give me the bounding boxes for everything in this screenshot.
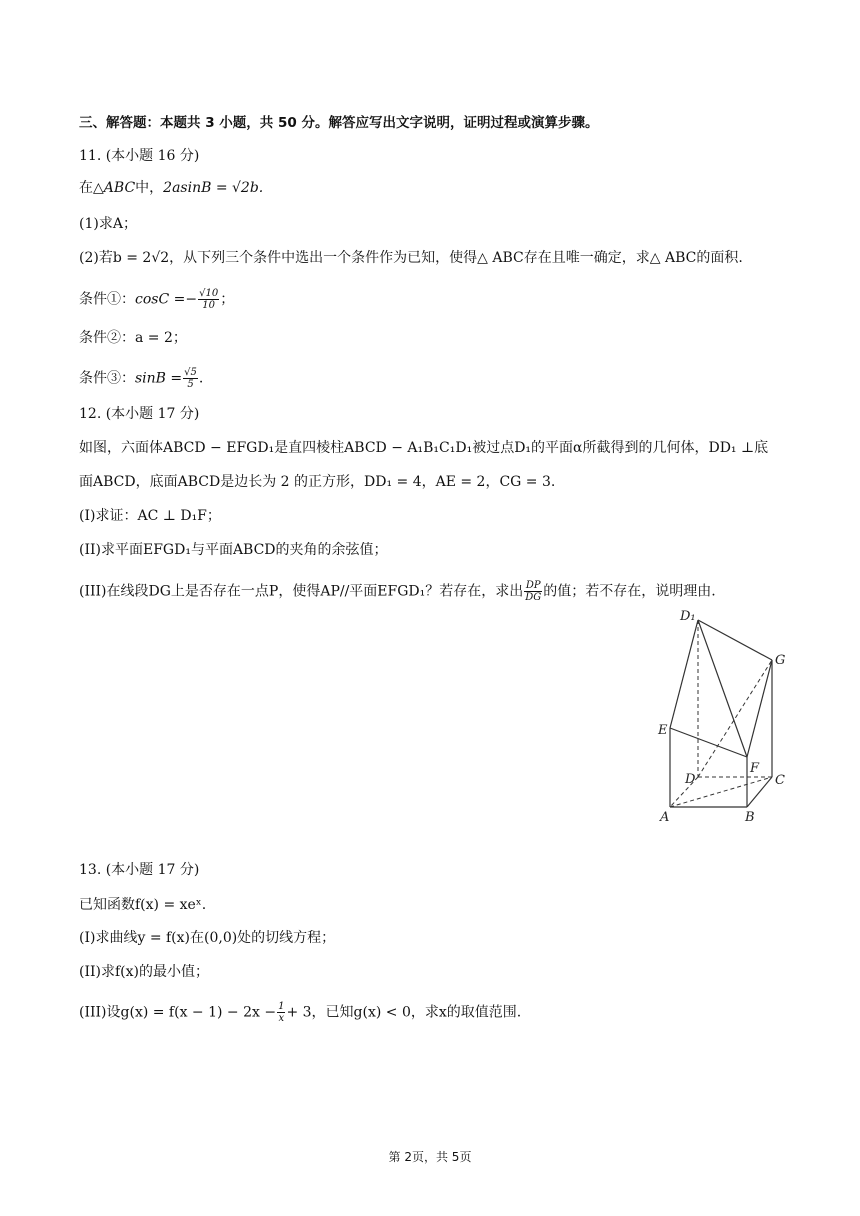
label-d: D bbox=[685, 772, 696, 787]
prism-figure bbox=[650, 604, 800, 828]
edge-e-f bbox=[670, 728, 747, 757]
q13-part1: (I)求曲线y = f(x)在(0,0)处的切线方程； bbox=[79, 930, 336, 946]
q12-part1: (I)求证：AC ⊥ D₁F； bbox=[79, 508, 221, 524]
q12-part3: (III)在线段DG上是否存在一点P，使得AP//平面EFGD₁？若存在，求出 $\frac{DP}{DG}$ 的值；若不存在，说明理由. bbox=[79, 580, 716, 603]
q11-condition-2: 条件②：a = 2； bbox=[79, 330, 187, 346]
section-heading: 三、解答题：本题共 3 小题，共 50 分。解答应写出文字说明，证明过程或演算步骤。 bbox=[79, 115, 599, 131]
q11-condition-3: 条件③：sinB = $\frac{√5}{5}$ . bbox=[79, 367, 204, 390]
q11-number: 11. (本小题 16 分) bbox=[79, 148, 200, 164]
page-footer: 第 2页，共 5页 bbox=[388, 1150, 472, 1164]
edge-d1-f bbox=[698, 620, 747, 757]
edge-d-g-hidden bbox=[698, 660, 772, 777]
q13-part3: (III)设g(x) = f(x − 1) − 2x − $\frac{1}{x}$ + 3，已知g(x) < 0，求x的取值范围. bbox=[79, 1001, 522, 1024]
label-b: B bbox=[745, 810, 755, 825]
edge-g-f bbox=[747, 660, 772, 757]
q13-one-over-x-fraction: $\frac{1}{x}$ bbox=[278, 1001, 285, 1024]
q13-number: 13. (本小题 17 分) bbox=[79, 862, 200, 878]
label-c: C bbox=[775, 773, 785, 788]
q13-stem: 已知函数f(x) = xeˣ. bbox=[79, 897, 207, 913]
q12-dp-dg-fraction: $\frac{DP}{DG}$ bbox=[525, 580, 542, 603]
edge-d1-g bbox=[698, 620, 772, 660]
q13-part2: (II)求f(x)的最小值； bbox=[79, 964, 209, 980]
label-g: G bbox=[775, 653, 786, 668]
q12-number: 12. (本小题 17 分) bbox=[79, 406, 200, 422]
q12-part2: (II)求平面EFGD₁与平面ABCD的夹角的余弦值； bbox=[79, 542, 388, 558]
edge-d1-e bbox=[670, 620, 698, 728]
q11-stem: 在△ABC中，2asinB = √2b. bbox=[79, 180, 264, 196]
label-a: A bbox=[660, 810, 670, 825]
q12-stem-line2: 面ABCD，底面ABCD是边长为 2 的正方形，DD₁ = 4，AE = 2，CG = 3. bbox=[79, 474, 556, 490]
q11-condition-1: 条件①：cosC =− $\frac{√10}{10}$ ； bbox=[79, 288, 235, 311]
q11-part1: (1)求A； bbox=[79, 216, 137, 232]
q11-part2: (2)若b = 2√2，从下列三个条件中选出一个条件作为已知，使得△ ABC存在且唯一确定，求△ ABC的面积. bbox=[79, 250, 743, 266]
q11-c1-fraction: $\frac{√10}{10}$ bbox=[199, 288, 219, 311]
label-d1: D₁ bbox=[680, 609, 696, 624]
q11-c3-fraction: $\frac{√5}{5}$ bbox=[184, 367, 197, 390]
label-f: F bbox=[750, 761, 760, 776]
q12-stem-line1: 如图，六面体ABCD − EFGD₁是直四棱柱ABCD − A₁B₁C₁D₁被过点D₁的平面α所截得到的几何体，DD₁ ⊥底 bbox=[79, 440, 769, 456]
edge-b-c bbox=[747, 777, 772, 807]
label-e: E bbox=[658, 723, 668, 738]
